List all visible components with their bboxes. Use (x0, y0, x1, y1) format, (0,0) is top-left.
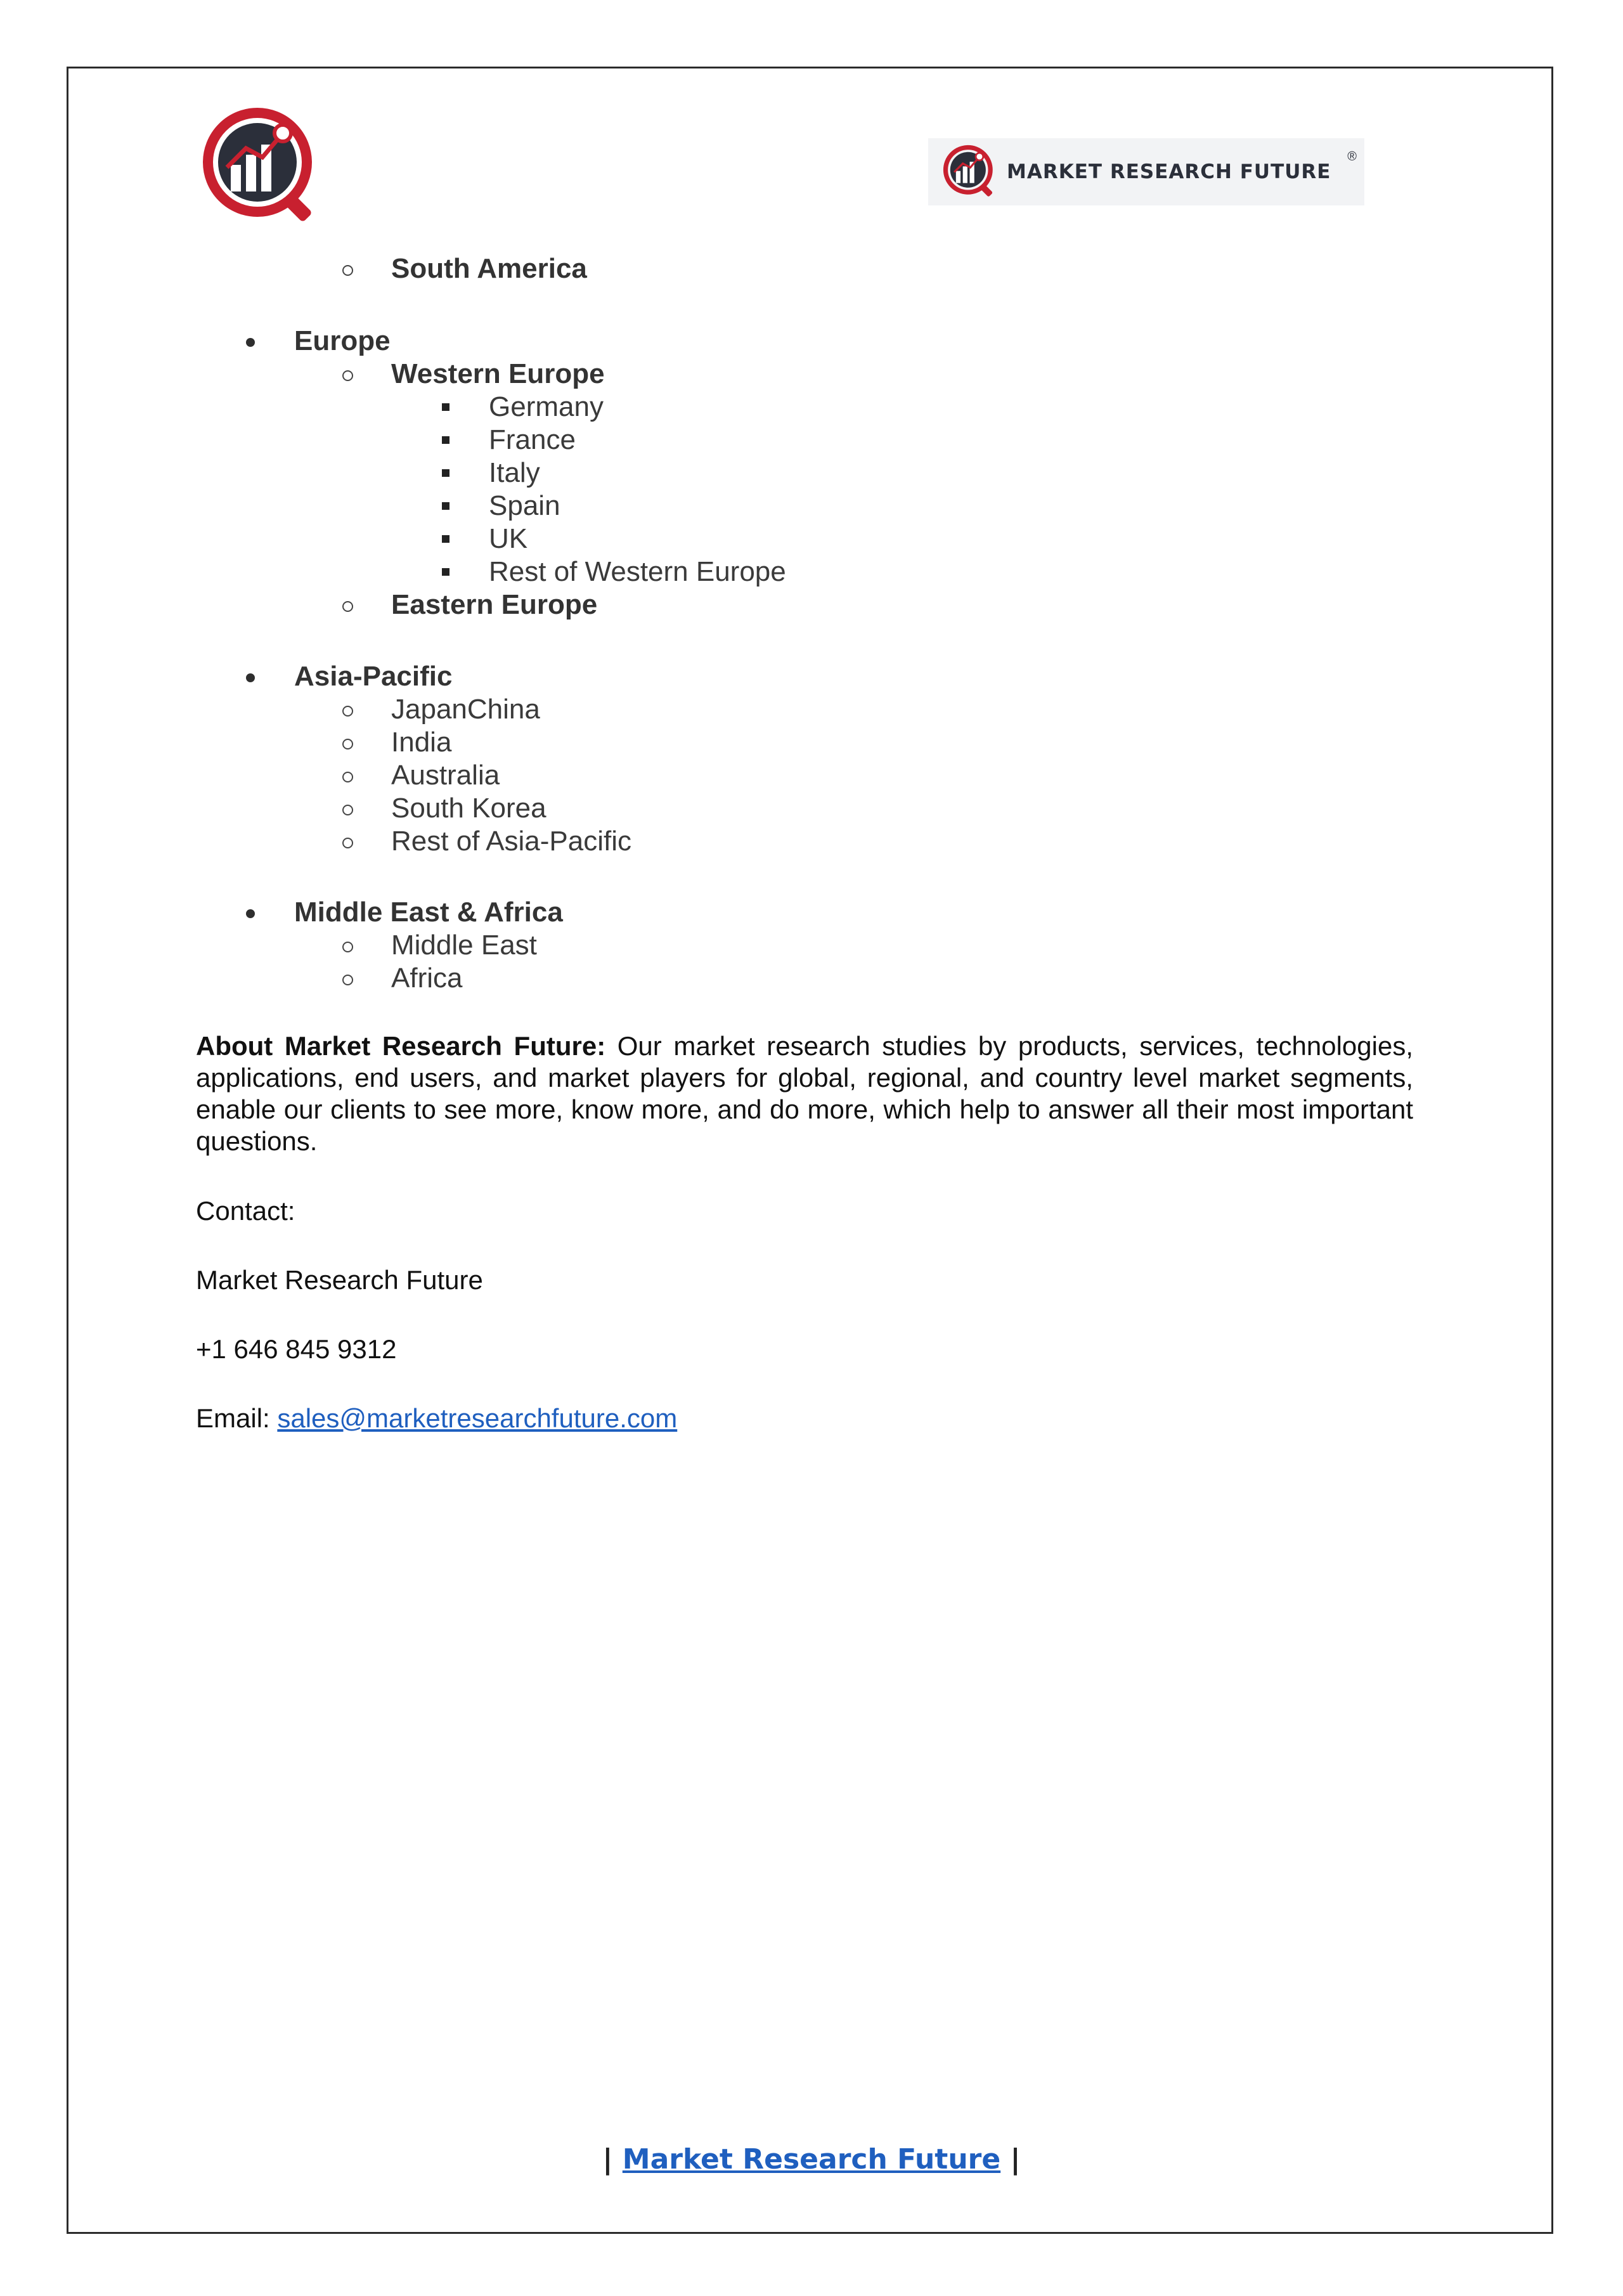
magnifier-chart-icon (202, 107, 322, 227)
square-bullet-icon (442, 403, 449, 411)
country-item: Australia (391, 760, 500, 791)
registered-mark: ® (1347, 150, 1357, 164)
email-link[interactable]: sales@marketresearchfuture.com (277, 1403, 678, 1433)
square-bullet-icon (442, 568, 449, 576)
footer (0, 2143, 1623, 2176)
circle-bullet-icon (342, 975, 353, 985)
circle-bullet-icon (342, 942, 353, 952)
footer-separator-right: | (1000, 2143, 1021, 2176)
country-item: South Korea (391, 793, 546, 824)
country-item: Africa (391, 963, 463, 994)
country-item: Rest of Asia-Pacific (391, 826, 632, 857)
footer-link[interactable]: Market Research Future (622, 2143, 1001, 2176)
contact-label: Contact: (196, 1196, 295, 1226)
about-paragraph (196, 1030, 1413, 1157)
circle-bullet-icon (342, 805, 353, 815)
circle-bullet-icon (342, 772, 353, 782)
country-item: Rest of Western Europe (489, 556, 786, 587)
country-item: France (489, 424, 576, 455)
company-logo-large (202, 107, 322, 227)
contact-email-line (196, 1403, 677, 1434)
disc-bullet-icon (246, 673, 255, 682)
circle-bullet-icon (342, 265, 353, 276)
country-item: JapanChina (391, 694, 540, 725)
country-item: Italy (489, 457, 540, 488)
contact-phone: +1 646 845 9312 (196, 1334, 397, 1364)
circle-bullet-icon (342, 706, 353, 717)
country-item: Spain (489, 490, 560, 521)
circle-bullet-icon (342, 601, 353, 612)
disc-bullet-icon (246, 338, 255, 347)
email-label: Email: (196, 1403, 278, 1433)
square-bullet-icon (442, 535, 449, 543)
circle-bullet-icon (342, 370, 353, 381)
country-item: India (391, 727, 452, 758)
square-bullet-icon (442, 502, 449, 510)
country-item: Germany (489, 391, 604, 422)
footer-separator-left: | (602, 2143, 623, 2176)
square-bullet-icon (442, 469, 449, 477)
square-bullet-icon (442, 436, 449, 444)
about-text: Our market research studies by products, services, technologies, applications, end users, and market players for global, regional, and country level market segments, enable our clients to see more, know more, and do more, which help to answer all their most important questions. (196, 1031, 1413, 1156)
about-label: About Market Research Future: (196, 1031, 606, 1061)
company-logo-banner (928, 138, 1364, 205)
region-asia-pacific: Asia-Pacific (294, 661, 453, 692)
region-europe: Europe (294, 325, 391, 356)
brand-name: MARKET RESEARCH FUTURE (1007, 160, 1331, 183)
disc-bullet-icon (246, 909, 255, 918)
circle-bullet-icon (342, 739, 353, 749)
contact-company: Market Research Future (196, 1265, 483, 1295)
magnifier-chart-icon (938, 145, 1002, 199)
region-south-america: South America (391, 253, 587, 284)
circle-bullet-icon (342, 838, 353, 848)
region-middle-east-africa: Middle East & Africa (294, 897, 563, 928)
subregion-eastern-europe: Eastern Europe (391, 589, 598, 620)
country-item: Middle East (391, 930, 537, 961)
subregion-western-europe: Western Europe (391, 358, 605, 389)
country-item: UK (489, 523, 528, 554)
